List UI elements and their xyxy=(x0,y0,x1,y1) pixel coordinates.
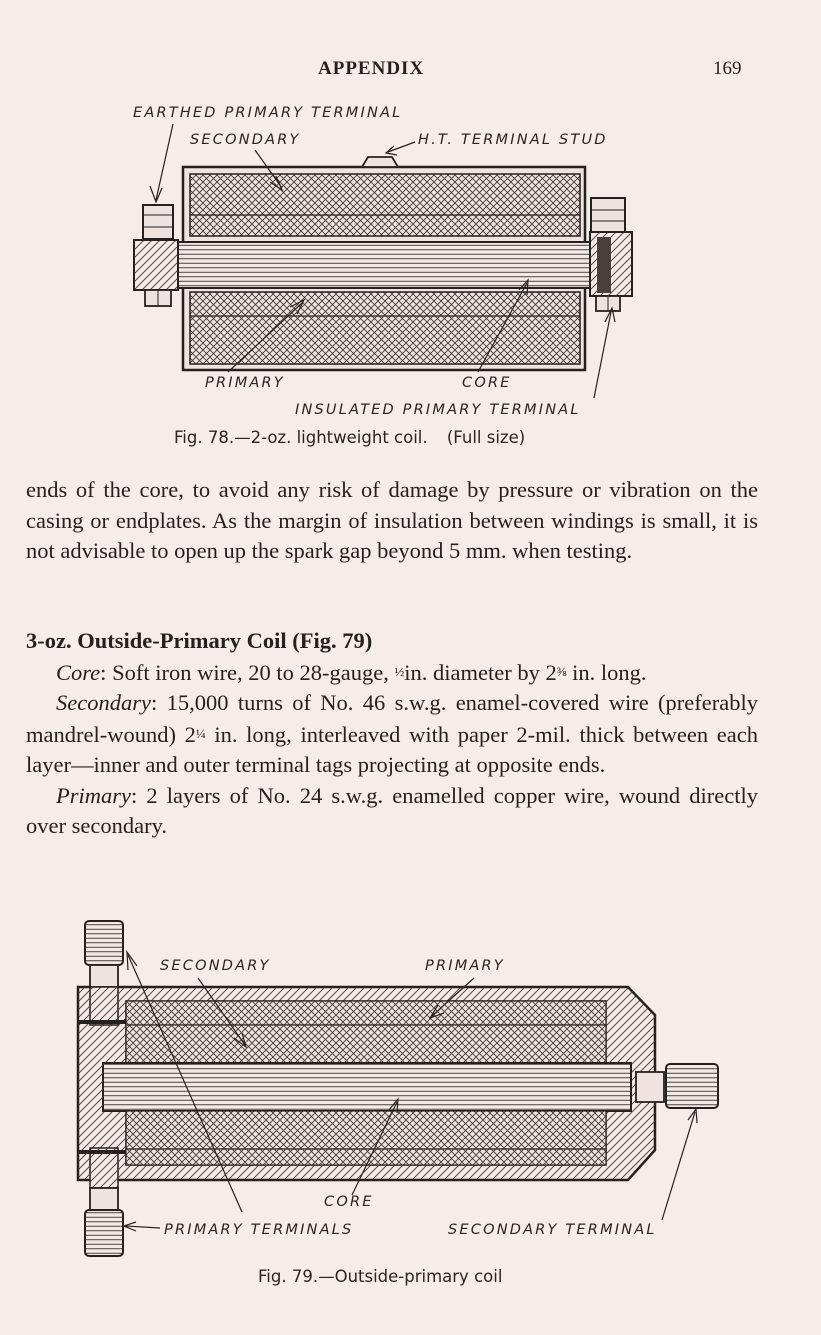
figure-78-caption-text: Fig. 78.—2-oz. lightweight coil. xyxy=(174,428,428,447)
page-number: 169 xyxy=(713,58,742,79)
core-text-2: in. diameter by xyxy=(404,659,540,685)
primary-label: Primary xyxy=(56,782,131,808)
secondary-text-2: in. long, interleaved with paper 2-mil. thick between each layer—inner and outer terminal tags projecting at opposite ends. xyxy=(26,721,758,777)
core-spec: Core: Soft iron wire, 20 to 28-gauge, ½in. diameter by 2⅜ in. long. xyxy=(56,659,647,685)
figure-79-caption: Fig. 79.—Outside-primary coil xyxy=(258,1267,503,1286)
core-fraction-2-whole: 2 xyxy=(545,659,557,685)
secondary-fraction: ¼ xyxy=(195,725,206,741)
figure-78-caption xyxy=(174,428,525,447)
core-text-3: in. long. xyxy=(572,659,647,685)
primary-text: 2 layers of No. 24 s.w.g. enamelled copper wire, wound directly over secondary. xyxy=(26,782,758,838)
core-fraction-1: ½ xyxy=(394,663,405,679)
label-earthed-primary-terminal: EARTHED PRIMARY TERMINAL xyxy=(133,105,403,121)
secondary-spec: Secondary: 15,000 turns of No. 46 s.w.g. enamel-covered wire (preferably mandrel-wound) 2¼ in. long, interleaved with paper 2-mil. thick between each layer—inner and outer terminal tags projecting at opposite ends. xyxy=(26,690,758,777)
label-primary-78: PRIMARY xyxy=(205,375,285,391)
label-core-78: CORE xyxy=(462,375,512,391)
secondary-label: Secondary xyxy=(56,690,151,715)
section-heading-title: 3-oz. Outside-Primary Coil xyxy=(26,628,287,653)
core-text-1: Soft iron wire, 20 to 28-gauge, xyxy=(112,659,389,685)
label-secondary-78: SECONDARY xyxy=(190,132,301,148)
label-primary-terminals: PRIMARY TERMINALS xyxy=(164,1222,354,1238)
label-secondary-terminal: SECONDARY TERMINAL xyxy=(448,1222,657,1238)
secondary-text-1: 15,000 turns of No. 46 s.w.g. enamel-covered wire (preferably mandrel-wound) xyxy=(26,690,758,747)
paragraph-continuation xyxy=(26,475,758,567)
label-primary-79: PRIMARY xyxy=(425,958,505,974)
core-label: Core xyxy=(56,659,101,685)
primary-spec: Primary: 2 layers of No. 24 s.w.g. enamelled copper wire, wound directly over secondary. xyxy=(26,782,758,838)
label-insulated-primary-terminal: INSULATED PRIMARY TERMINAL xyxy=(295,402,581,418)
figure-78-caption-note: (Full size) xyxy=(446,428,526,447)
secondary-fraction-whole: 2 xyxy=(184,721,196,747)
section-heading-ref: (Fig. 79) xyxy=(292,628,373,653)
section-outside-primary-coil xyxy=(26,626,758,842)
section-heading xyxy=(26,626,758,657)
coil-78 xyxy=(134,157,632,370)
running-head: APPENDIX xyxy=(318,58,425,79)
core-fraction-2: ⅜ xyxy=(556,663,567,679)
label-ht-terminal-stud: H.T. TERMINAL STUD xyxy=(418,132,608,148)
label-secondary-79: SECONDARY xyxy=(160,958,271,974)
paragraph-1: ends of the core, to avoid any risk of damage by pressure or vibration on the casing or endplates. As the margin of insulation between windings is small, it is not advisable to open up the spark gap beyond 5 mm. when testing. xyxy=(26,477,758,563)
label-core-79: CORE xyxy=(324,1194,374,1210)
